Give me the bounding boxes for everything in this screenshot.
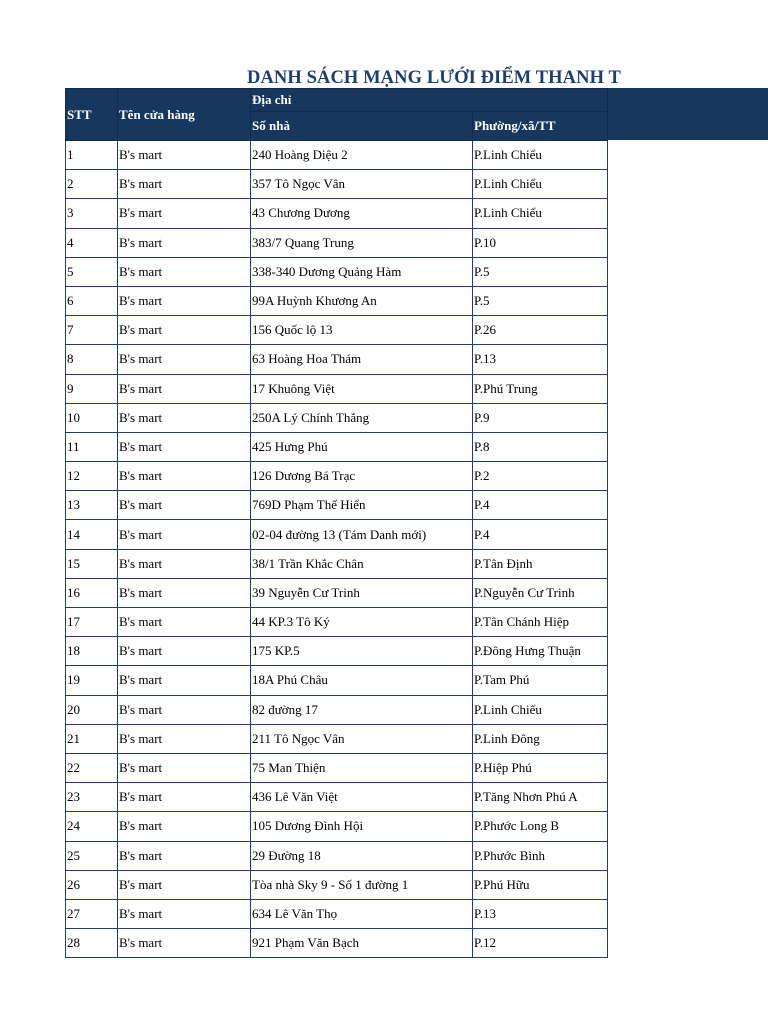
row-stt-cell: 18: [66, 637, 118, 666]
row-store-name-cell: B's mart: [118, 695, 251, 724]
row-ward-cell: P.Linh Đông: [473, 724, 608, 753]
table-row: [66, 578, 608, 607]
row-store-name-cell: B's mart: [118, 257, 251, 286]
row-store-name-cell: B's mart: [118, 286, 251, 315]
table-row: [66, 520, 608, 549]
table-body: [66, 141, 608, 958]
row-store-name-cell: B's mart: [118, 462, 251, 491]
row-house-number-cell: 02-04 đường 13 (Tám Danh mới): [251, 520, 473, 549]
table-row: [66, 783, 608, 812]
row-stt-cell: 8: [66, 345, 118, 374]
row-stt-cell: 28: [66, 929, 118, 958]
row-stt-cell: 6: [66, 286, 118, 315]
table-row: [66, 666, 608, 695]
row-store-name-cell: B's mart: [118, 374, 251, 403]
table-header: [66, 89, 608, 141]
table-row: [66, 257, 608, 286]
row-stt-cell: 7: [66, 316, 118, 345]
column-header-store-name: Tên cửa hàng: [118, 89, 251, 141]
row-ward-cell: P.Tân Chánh Hiệp: [473, 608, 608, 637]
table-row: [66, 170, 608, 199]
table-row: [66, 929, 608, 958]
row-stt-cell: 22: [66, 753, 118, 782]
row-stt-cell: 16: [66, 578, 118, 607]
row-ward-cell: P.26: [473, 316, 608, 345]
row-store-name-cell: B's mart: [118, 199, 251, 228]
row-ward-cell: P.9: [473, 403, 608, 432]
row-stt-cell: 23: [66, 783, 118, 812]
row-house-number-cell: 175 KP.5: [251, 637, 473, 666]
table-row: [66, 432, 608, 461]
row-ward-cell: P.Phước Long B: [473, 812, 608, 841]
row-house-number-cell: 156 Quốc lộ 13: [251, 316, 473, 345]
row-ward-cell: P.Phú Trung: [473, 374, 608, 403]
row-ward-cell: P.8: [473, 432, 608, 461]
row-stt-cell: 1: [66, 141, 118, 170]
row-ward-cell: P.13: [473, 345, 608, 374]
table-row: [66, 753, 608, 782]
row-house-number-cell: 436 Lê Văn Việt: [251, 783, 473, 812]
table-row: [66, 608, 608, 637]
row-stt-cell: 14: [66, 520, 118, 549]
row-stt-cell: 15: [66, 549, 118, 578]
document-title: DANH SÁCH MẠNG LƯỚI ĐIỂM THANH T: [247, 68, 621, 88]
row-house-number-cell: 634 Lê Văn Thọ: [251, 899, 473, 928]
row-ward-cell: P.2: [473, 462, 608, 491]
row-store-name-cell: B's mart: [118, 753, 251, 782]
row-store-name-cell: B's mart: [118, 141, 251, 170]
row-stt-cell: 4: [66, 228, 118, 257]
row-store-name-cell: B's mart: [118, 228, 251, 257]
row-store-name-cell: B's mart: [118, 608, 251, 637]
row-store-name-cell: B's mart: [118, 520, 251, 549]
row-ward-cell: P.5: [473, 286, 608, 315]
row-stt-cell: 10: [66, 403, 118, 432]
table-row: [66, 899, 608, 928]
row-store-name-cell: B's mart: [118, 170, 251, 199]
row-house-number-cell: 240 Hoàng Diệu 2: [251, 141, 473, 170]
row-ward-cell: P.Linh Chiểu: [473, 170, 608, 199]
table-row: [66, 491, 608, 520]
row-store-name-cell: B's mart: [118, 812, 251, 841]
row-stt-cell: 27: [66, 899, 118, 928]
row-ward-cell: P.Tam Phú: [473, 666, 608, 695]
row-ward-cell: P.Đông Hưng Thuận: [473, 637, 608, 666]
row-store-name-cell: B's mart: [118, 666, 251, 695]
row-house-number-cell: 29 Đường 18: [251, 841, 473, 870]
row-house-number-cell: 126 Dương Bá Trạc: [251, 462, 473, 491]
row-house-number-cell: 921 Phạm Văn Bạch: [251, 929, 473, 958]
row-ward-cell: P.Nguyễn Cư Trinh: [473, 578, 608, 607]
row-stt-cell: 12: [66, 462, 118, 491]
row-stt-cell: 13: [66, 491, 118, 520]
table-row: [66, 286, 608, 315]
row-house-number-cell: 250A Lý Chính Thắng: [251, 403, 473, 432]
column-header-address-group: Địa chỉ: [251, 89, 608, 112]
row-house-number-cell: 18A Phú Châu: [251, 666, 473, 695]
store-list-table: [65, 88, 608, 958]
row-house-number-cell: 211 Tô Ngọc Vân: [251, 724, 473, 753]
row-ward-cell: P.Phước Bình: [473, 841, 608, 870]
row-store-name-cell: B's mart: [118, 637, 251, 666]
table-row: [66, 549, 608, 578]
row-house-number-cell: 43 Chương Dương: [251, 199, 473, 228]
table-row: [66, 345, 608, 374]
column-header-house-number: Số nhà: [251, 112, 473, 141]
row-store-name-cell: B's mart: [118, 783, 251, 812]
table-row: [66, 316, 608, 345]
row-house-number-cell: 105 Dương Đình Hội: [251, 812, 473, 841]
table-row: [66, 695, 608, 724]
row-ward-cell: P.4: [473, 520, 608, 549]
row-house-number-cell: 425 Hưng Phú: [251, 432, 473, 461]
row-stt-cell: 24: [66, 812, 118, 841]
row-stt-cell: 9: [66, 374, 118, 403]
row-house-number-cell: 338-340 Dương Quảng Hàm: [251, 257, 473, 286]
table-row: [66, 870, 608, 899]
row-store-name-cell: B's mart: [118, 870, 251, 899]
table-row: [66, 841, 608, 870]
row-ward-cell: P.10: [473, 228, 608, 257]
row-ward-cell: P.12: [473, 929, 608, 958]
row-ward-cell: P.Hiệp Phú: [473, 753, 608, 782]
table-row: [66, 812, 608, 841]
row-house-number-cell: 82 đường 17: [251, 695, 473, 724]
row-stt-cell: 25: [66, 841, 118, 870]
row-store-name-cell: B's mart: [118, 549, 251, 578]
row-ward-cell: P.Linh Chiểu: [473, 141, 608, 170]
row-stt-cell: 5: [66, 257, 118, 286]
table-row: [66, 724, 608, 753]
table-row: [66, 141, 608, 170]
row-stt-cell: 20: [66, 695, 118, 724]
row-store-name-cell: B's mart: [118, 403, 251, 432]
table-row: [66, 462, 608, 491]
row-ward-cell: P.5: [473, 257, 608, 286]
row-house-number-cell: 39 Nguyễn Cư Trinh: [251, 578, 473, 607]
table-row: [66, 403, 608, 432]
row-ward-cell: P.Linh Chiểu: [473, 695, 608, 724]
table-row: [66, 637, 608, 666]
row-store-name-cell: B's mart: [118, 929, 251, 958]
row-ward-cell: P.13: [473, 899, 608, 928]
row-house-number-cell: 38/1 Trần Khắc Chân: [251, 549, 473, 578]
row-stt-cell: 3: [66, 199, 118, 228]
table-row: [66, 199, 608, 228]
row-house-number-cell: 63 Hoàng Hoa Thám: [251, 345, 473, 374]
row-ward-cell: P.4: [473, 491, 608, 520]
row-house-number-cell: 383/7 Quang Trung: [251, 228, 473, 257]
row-house-number-cell: 769D Phạm Thế Hiển: [251, 491, 473, 520]
row-house-number-cell: 99A Huỳnh Khương An: [251, 286, 473, 315]
row-store-name-cell: B's mart: [118, 841, 251, 870]
table-row: [66, 228, 608, 257]
row-stt-cell: 21: [66, 724, 118, 753]
row-store-name-cell: B's mart: [118, 316, 251, 345]
row-house-number-cell: 75 Man Thiện: [251, 753, 473, 782]
row-stt-cell: 11: [66, 432, 118, 461]
row-ward-cell: P.Tân Định: [473, 549, 608, 578]
table-row: [66, 374, 608, 403]
row-store-name-cell: B's mart: [118, 345, 251, 374]
row-house-number-cell: 44 KP.3 Tô Ký: [251, 608, 473, 637]
row-stt-cell: 26: [66, 870, 118, 899]
row-ward-cell: P.Linh Chiểu: [473, 199, 608, 228]
row-store-name-cell: B's mart: [118, 899, 251, 928]
row-house-number-cell: 357 Tô Ngọc Vân: [251, 170, 473, 199]
row-stt-cell: 17: [66, 608, 118, 637]
row-store-name-cell: B's mart: [118, 578, 251, 607]
column-header-stt: STT: [66, 89, 118, 141]
header-band-extension: [606, 88, 768, 140]
row-house-number-cell: 17 Khuông Việt: [251, 374, 473, 403]
row-store-name-cell: B's mart: [118, 432, 251, 461]
row-stt-cell: 2: [66, 170, 118, 199]
row-stt-cell: 19: [66, 666, 118, 695]
row-ward-cell: P.Phú Hữu: [473, 870, 608, 899]
row-house-number-cell: Tòa nhà Sky 9 - Số 1 đường 1: [251, 870, 473, 899]
row-ward-cell: P.Tăng Nhơn Phú A: [473, 783, 608, 812]
row-store-name-cell: B's mart: [118, 491, 251, 520]
column-header-ward: Phường/xã/TT: [473, 112, 608, 141]
row-store-name-cell: B's mart: [118, 724, 251, 753]
